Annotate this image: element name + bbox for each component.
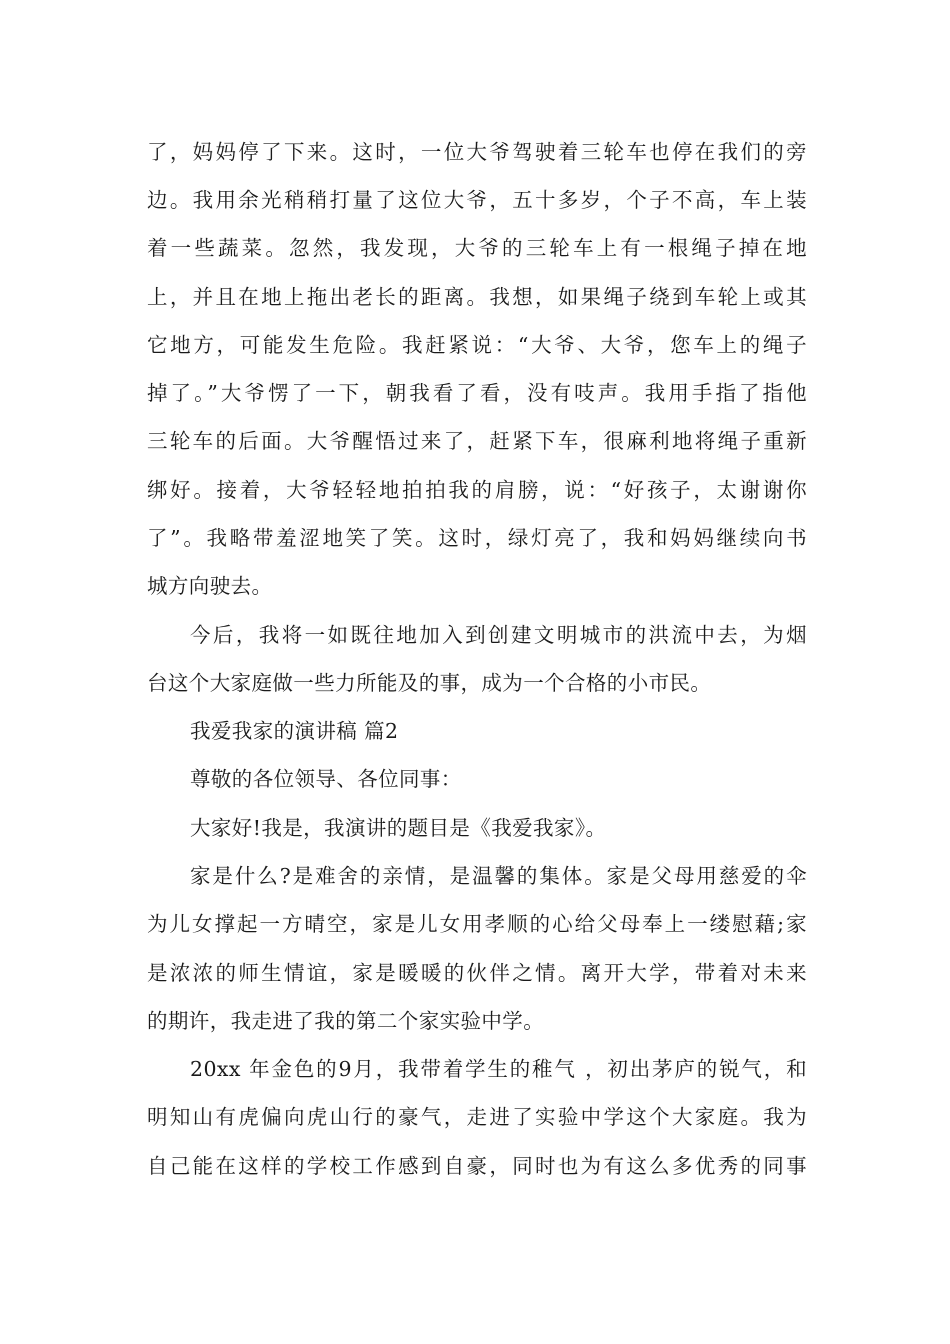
- text-line: 绑好。接着，大爷轻轻地拍拍我的肩膀，说：“好孩子，太谢谢你: [147, 478, 807, 502]
- text-line: 它地方，可能发生危险。我赶紧说：“大爷、大爷，您车上的绳子: [147, 333, 807, 357]
- text-line: 上，并且在地上拖出老长的距离。我想，如果绳子绕到车轮上或其: [147, 285, 807, 309]
- text-line: 是浓浓的师生情谊，家是暖暖的伙伴之情。离开大学，带着对未来: [147, 961, 807, 985]
- text-line: 三轮车的后面。大爷醒悟过来了，赶紧下车，很麻利地将绳子重新: [147, 429, 807, 453]
- greeting-line: 大家好!我是，我演讲的题目是《我爱我家》。: [190, 816, 607, 840]
- text-line: 掉了。”大爷愣了一下，朝我看了看，没有吱声。我用手指了指他: [147, 381, 807, 405]
- text-line: 台这个大家庭做一些力所能及的事，成为一个合格的小市民。: [147, 671, 712, 695]
- text-line: 自己能在这样的学校工作感到自豪，同时也为有这么多优秀的同事: [147, 1154, 807, 1178]
- text-line: 为儿女撑起一方晴空，家是儿女用孝顺的心给父母奉上一缕慰藉;家: [147, 912, 807, 936]
- text-line: 的期许，我走进了我的第二个家实验中学。: [147, 1009, 545, 1033]
- text-line: 着一些蔬菜。忽然，我发现，大爷的三轮车上有一根绳子掉在地: [147, 236, 807, 260]
- text-line: 城方向驶去。: [147, 574, 273, 598]
- paragraph-first-line: 20xx 年金色的9月，我带着学生的稚气 ，初出茅庐的锐气，和: [190, 1057, 807, 1081]
- text-line: 了，妈妈停了下来。这时，一位大爷驾驶着三轮车也停在我们的旁: [147, 140, 807, 164]
- text-line: 边。我用余光稍稍打量了这位大爷，五十多岁，个子不高，车上装: [147, 188, 807, 212]
- section-heading: 我爱我家的演讲稿 篇2: [190, 719, 399, 743]
- paragraph-first-line: 今后，我将一如既往地加入到创建文明城市的洪流中去，为烟: [190, 623, 807, 647]
- salutation: 尊敬的各位领导、各位同事：: [190, 767, 462, 791]
- paragraph-first-line: 家是什么?是难舍的亲情，是温馨的集体。家是父母用慈爱的伞: [190, 864, 807, 888]
- text-line: 明知山有虎偏向虎山行的豪气，走进了实验中学这个大家庭。我为: [147, 1105, 807, 1129]
- text-line: 了”。我略带羞涩地笑了笑。这时，绿灯亮了，我和妈妈继续向书: [147, 526, 807, 550]
